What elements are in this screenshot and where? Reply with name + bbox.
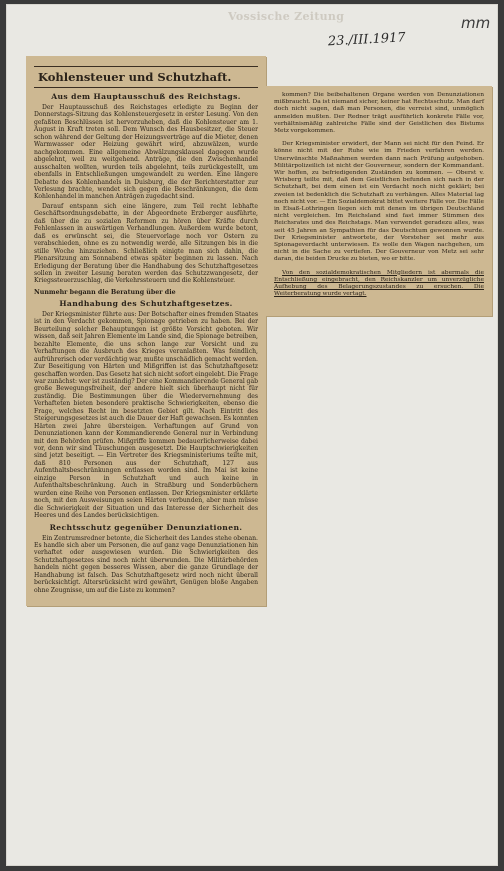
article-subhead: Aus dem Hauptausschuß des Reichstags. bbox=[51, 92, 241, 101]
newspaper-masthead: Vossische Zeitung bbox=[228, 10, 345, 23]
paragraph: Darauf entspann sich eine längere, zum Teil recht lebhafte Geschäftsordnungsdebatte, in der Abgeordnete Erzberger ausführte, daß über die zu sozialen Reformen zu hören über Kräfte durch Fehlenlassen in auswärtigen Verhandlungen. Außerdem wurde betont, daß es erwünscht sei, die Steuervorlage noch vor Ostern zu verabschieden, ohne es zu notwendig werde, alle Sitzungen bis in die stille Woche hinzuziehen. Schließlich einigte man sich dahin, die Plenarsitzung am Sonnabend etwas später beginnen zu lassen. Nach Erledigung der Beratung über die Handhabung des Schutzhaftgesetzes sollen in zweiter Lesung beraten werden das Schutzzwangesetz, der Kriegssteuerzuschlag, die Verkehrssteuern und die Kohlensteuer. bbox=[34, 202, 258, 285]
paragraph: kommen? Die beibehaltenen Organe werden von Denunziationen mißbraucht. Da ist niemand sicher, keiner hat Rechtsschutz. Man darf doch nicht sagen, daß man Personen, die verreist sind, unmöglich anmelden mußten. Der Redner trägt ausführlich konkrete Fälle vor, verhältnismäßig zahlreiche Fälle sind der Geistlichen des Bistums Metz vorgekommen. bbox=[274, 92, 484, 135]
archive-mark: mm bbox=[461, 14, 491, 32]
paragraph: Der Hauptausschuß des Reichstages erledigte zu Beginn der Donnerstags-Sitzung das Kohlensteuergesetz in erster Lesung. Von den gefaßten Beschlüssen ist hervorzuheben, daß die Kohlensteuer am 1. August in Kraft treten soll. Dem Wunsch des Hausbesitzer, die Steuer schon während der Geltung der Heizungsverträge auf die Mieter, denen Warmwasser oder Heizung gewährt wird, abzuwälzen, wurde nachgekommen. Eine allgemeine Abwälzungsklausel dagegen wurde abgelehnt, weil zu weitgehend. Anträge, die den Zwischenhandel ausschalten wollten, wurden teils abgelehnt, teils zurückgestellt, um ebenfalls in Entschließungen umgewandelt zu werden. Eine längere Debatte des Kohlenhandels in Duisburg, die der Berichterstatter zur Verlesung brachte, wendet sich gegen die Beschränkungen, die dem Kohlenhandel in manchen Anträgen zugedacht sind. bbox=[34, 104, 258, 201]
paragraph: Der Kriegsminister führte aus: Der Botschafter eines fremden Staates ist in den Verdacht gekommen, Spionage getrieben zu haben. Bei der Beurteilung solcher Behauptungen ist größte Vorsicht geboten. Wir wissen, daß seit Jahren Elemente im Lande sind, die Spionage betreiben, bezahlte Elemente, die uns schon lange zur Vorsicht und zu Verhaftungen die Ausbruch des Krieges veranlaßten. Was feindlich, aufrührerisch oder verdächtig war, mußte unschädlich gemacht werden. Zur Beseitigung von Härten und Mißgriffen ist das Schutzhaftgesetz geschaffen worden. Das Gesetz hat sich nicht sofort eingelebt. Die Frage war zunächst: wer ist zuständig? Der eine Kommandierende General gab große Bewegungsfreiheit, der andere hielt sich überhaupt nicht für zuständig. Die Bestimmungen über die Wiedervernehmung des Verhafteten bieten besondere praktische Schwierigkeiten, ebenso die Frage, welches Recht im besetzten Gebiet gilt. Nach Eintritt des Steigerungsgesetzes ist auch die Dauer der Haft gewachsen. Es konnten Härten zwei Jahre übersteigen. Verhaftungen auf Grund von Denunziationen kann der Kommandierende General nur in Verbindung mit den Behörden prüfen. Mißgriffe kommen bedauerlicherweise dabei vor, denn wir sind Täuschungen ausgesetzt. Die Hauptschwierigkeiten sind jetzt beseitigt. — Ein Vertreter des Kriegsministeriums teilte mit, daß 810 Personen aus der Schutzhaft, 127 aus Aufenthaltsbeschränkungen entlassen worden sind. Im Mai ist keine einzige Person in Schutzhaft und auch keine in Aufenthaltsbeschränkung. Auch in Straßburg und Sonderbüchern wurden eine Reihe von Personen entlassen. Der Kriegsminister erklärte noch, mit den Ausweisungen seien Härten verbunden, aber man müsse die Schwierigkeit der Situation und das Interesse der Sicherheit des Heeres und des Landes berücksichtigen. bbox=[34, 310, 258, 520]
section-title-2: Rechtsschutz gegenüber Denunziationen. bbox=[49, 522, 243, 532]
right-clipping bbox=[266, 86, 492, 316]
paragraph: Ein Zentrumsredner betonte, die Sicherheit des Landes stehe obenan. Es handle sich aber um Personen, die auf ganz vage Denunziationen hin verhaftet oder ausgewiesen wurden. Die Schwierigkeiten des Schutzhaftgesetzes sind noch nicht überwunden. Die Militärbehörden handeln nicht gegen besseres Wissen, aber die ganze Grundlage der Handhabung ist falsch. Das Schutzhaftgesetz wird noch nicht überall berücksichtigt. Altersrücksicht wird gewährt, Genügen bloße Angaben ohne Zeugnisse, um auf die Liste zu kommen? bbox=[34, 534, 258, 594]
paragraph: Der Kriegsminister erwidert, der Mann sei nicht für den Feind. Er könne nicht mit der Ruhe wie im Frieden verfahren werden. Unerwünschte Maßnahmen werden dann nach Prüfung aufgehoben. Militärpolizeilich ist nicht der Gouverneur, sondern der Kommandant. Wir hoffen, zu befriedigenden Zuständen zu kommen. — Oberst v. Wrisberg teilte mit, daß dem Geistlichen befunden sich nach in der Schutzhaft, bei dem einen ist ein Verdacht noch nicht geklärt; bei zweien ist bedenklich die Schutzhaft zu verhängen. Alles Material lag noch nicht vor. — Ein Sozialdemokrat bittet weitere Fälle vor. Die Fälle in Elsaß-Lothringen liegen sich mit denen im übrigen Deutschland nicht vergleichen. Im Reichsland sind fast immer Stimmen des Reichsrates und des Reichstags. Man verwendet geradezu alles, was seit 45 Jahren an Sympathien für das Deutschtum gewonnen wurde. Der Kriegsminister antwortete, der Vorsteher sei mehr aus Spionageverdacht unterwiesen. Es wolle den Wagen nachgehen, um nicht in die Sache zu vertiefen. Der Gouverneur von Metz sei sehr daran, die beiden Drucke zu bieten, wo er bitte. bbox=[274, 141, 484, 263]
article-headline: Kohlensteuer und Schutzhaft. bbox=[34, 66, 258, 88]
resume-note: Nunmehr begann die Beratung über die bbox=[34, 288, 176, 296]
left-clipping bbox=[26, 56, 266, 606]
handwritten-date: 23./III.1917 bbox=[327, 30, 406, 50]
section-title: Handhabung des Schutzhaftgesetzes. bbox=[59, 298, 233, 308]
paragraph: Von den sozialdemokratischen Mitgliedern ist abermals die Entschließung eingebracht, den Reichskanzler um unverzügliche Aufhebung des Belagerungszustandes zu ersuchen. Die Weiterberatung wurde vertagt. bbox=[274, 269, 484, 298]
archive-sheet bbox=[6, 4, 498, 866]
